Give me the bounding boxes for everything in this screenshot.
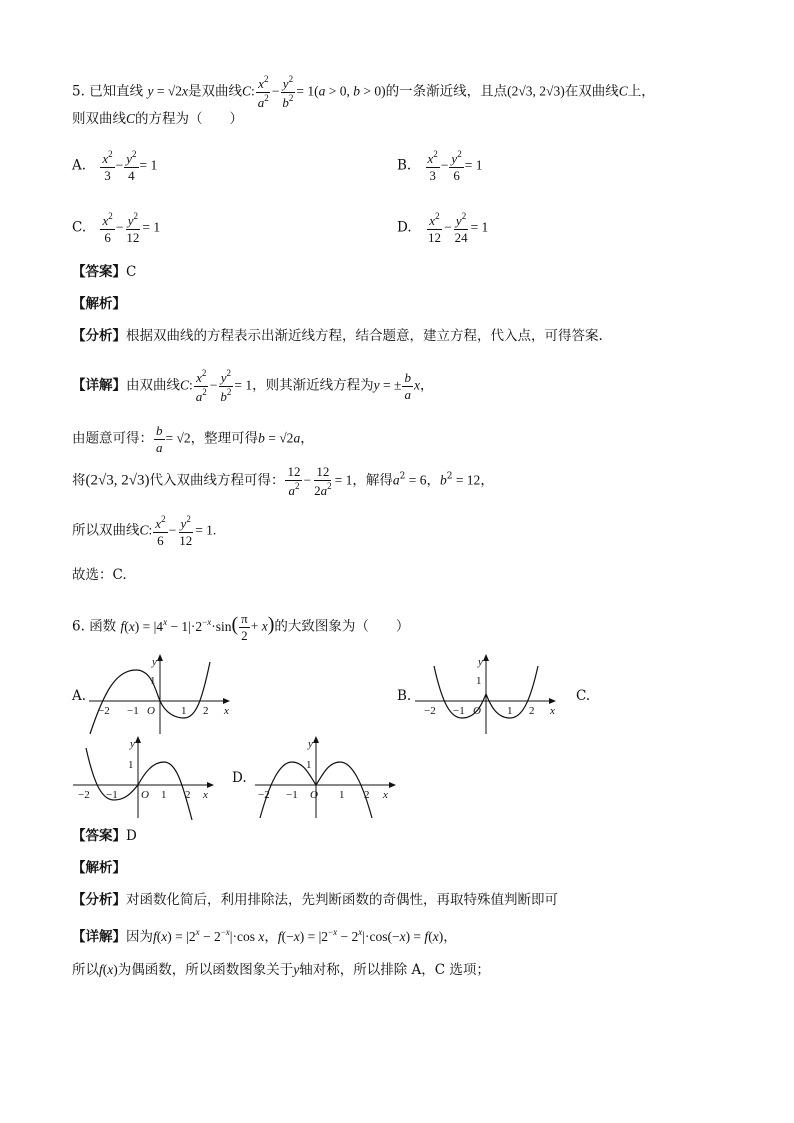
q6-detail-line2: 所以f(x)为偶函数，所以函数图象关于y轴对称，所以排除 A，C 选项； bbox=[72, 962, 490, 978]
q5-detail-line4: 所以双曲线C: $\frac{x^2}{6}$ − $\frac{y^2}{12}$ = 1. bbox=[72, 514, 217, 548]
q5-option-b: B. $\frac{x^2}{3}$ − $\frac{y^2}{6}$ = 1 bbox=[397, 149, 483, 183]
graph-c-tick-1: 1 bbox=[128, 759, 134, 771]
graph-a-tick-m2: −2 bbox=[98, 705, 110, 717]
q6-option-c-label: C. bbox=[576, 688, 591, 704]
graph-c-tick-p1: 1 bbox=[161, 789, 167, 801]
line-equation: y bbox=[147, 83, 154, 99]
graph-b-tick-p1: 1 bbox=[507, 705, 513, 717]
graph-a-y-label: y bbox=[152, 656, 157, 668]
graph-c-x-label: x bbox=[203, 789, 208, 801]
graph-b-tick-m1: −1 bbox=[453, 705, 465, 717]
q5-stem-line2: 则双曲线C的方程为（ ） bbox=[72, 111, 244, 127]
q5-option-a: A. $\frac{x^2}{3}$ − $\frac{y^2}{4}$ = 1 bbox=[72, 149, 158, 183]
graph-a bbox=[84, 652, 234, 736]
graph-c-tick-m2: −2 bbox=[78, 789, 90, 801]
graph-a-tick-p2: 2 bbox=[203, 705, 209, 717]
q5-stem-line1: 5. 已知直线 y = √2x是双曲线C: $\frac{x^2}{a^2}$ − $\frac{y^2}{b^2}$ = 1(a > 0, b > 0)的一条渐近线，且点(2√3, 2√3)在双曲线C上， bbox=[72, 74, 655, 110]
q5-option-d: D. $\frac{x^2}{12}$ − $\frac{y^2}{24}$ = 1 bbox=[397, 211, 489, 245]
graph-a-tick-m1: −1 bbox=[127, 705, 139, 717]
q5-analysis-heading: 【解析】 bbox=[72, 296, 126, 312]
graph-c bbox=[68, 734, 218, 820]
frac-y2-b2: $\frac{y^2}{b^2}$ bbox=[282, 74, 294, 110]
graph-b-x-label: x bbox=[550, 705, 555, 717]
graph-d bbox=[250, 734, 400, 820]
graph-b-tick-p2: 2 bbox=[529, 705, 535, 717]
q5-answer: 【答案】C bbox=[72, 264, 137, 280]
graph-b-tick-m2: −2 bbox=[424, 705, 436, 717]
q5-detail-line2: 由题意可得： $\frac{b}{a}$ = √2，整理可得b = √2a， bbox=[72, 423, 314, 455]
q6-fenxi: 【分析】对函数化简后，利用排除法，先判断函数的奇偶性，再取特殊值判断即可 bbox=[72, 892, 558, 908]
q6-analysis-heading: 【解析】 bbox=[72, 860, 126, 876]
graph-b-tick-1: 1 bbox=[476, 675, 482, 687]
q6-option-d-label: D. bbox=[232, 770, 247, 786]
graph-b-origin: O bbox=[473, 705, 481, 717]
graph-a-tick-p1: 1 bbox=[181, 705, 187, 717]
graph-c-tick-p2: 2 bbox=[185, 789, 191, 801]
q5-conclusion: 故选：C. bbox=[72, 567, 127, 583]
q6-stem: 6. 函数 $f(x) = |4^x - 1|\cdot 2^{-x}\cdot\sin$( $\frac{\pi}{2}$ + x)的大致图象为（ ） bbox=[72, 611, 410, 643]
graph-c-tick-m1: −1 bbox=[106, 789, 118, 801]
graph-c-origin: O bbox=[141, 789, 149, 801]
q6-option-b-label: B. bbox=[397, 688, 412, 704]
graph-d-tick-p1: 1 bbox=[339, 789, 345, 801]
graph-a-x-label: x bbox=[224, 705, 229, 717]
frac-x2-a2: $\frac{x^2}{a^2}$ bbox=[257, 74, 269, 110]
q6-option-a-label: A. bbox=[72, 688, 87, 704]
graph-d-origin: O bbox=[310, 789, 318, 801]
graph-d-y-label: y bbox=[308, 738, 313, 750]
graph-d-tick-p2: 2 bbox=[364, 789, 370, 801]
graph-b-y-label: y bbox=[478, 656, 483, 668]
graph-d-tick-m1: −1 bbox=[286, 789, 298, 801]
graph-a-tick-1: 1 bbox=[150, 675, 156, 687]
q6-detail-line1: 【详解】因为$f(x) = |2^x - 2^{-x}|\cdot\cos$ x，$f(-x) = |2^{-x} - 2^x|\cdot\cos(-x) = f(x)$， bbox=[72, 927, 457, 945]
graph-d-tick-m2: −2 bbox=[258, 789, 270, 801]
q5-detail-line3: 将(2√3, 2√3)代入双曲线方程可得： $\frac{12}{a^2}$ − $\frac{12}{2a^2}$ = 1，解得$a^2 = 6$，$b^2 = 12$， bbox=[72, 464, 494, 498]
graph-a-origin: O bbox=[147, 705, 155, 717]
q5-fenxi: 【分析】根据双曲线的方程表示出渐近线方程，结合题意，建立方程，代入点，可得答案. bbox=[72, 328, 603, 344]
q5-option-c: C. $\frac{x^2}{6}$ − $\frac{y^2}{12}$ = 1 bbox=[72, 211, 161, 245]
graph-d-x-label: x bbox=[383, 789, 388, 801]
q5-detail-line1: 【详解】由双曲线C: $\frac{x^2}{a^2}$ − $\frac{y^2}{b^2}$ = 1，则其渐近线方程为y = ± $\frac{b}{a}$ x， bbox=[72, 368, 434, 404]
graph-b bbox=[410, 652, 560, 736]
graph-c-y-label: y bbox=[130, 738, 135, 750]
graph-d-tick-1: 1 bbox=[306, 759, 312, 771]
q6-answer: 【答案】D bbox=[72, 828, 137, 844]
